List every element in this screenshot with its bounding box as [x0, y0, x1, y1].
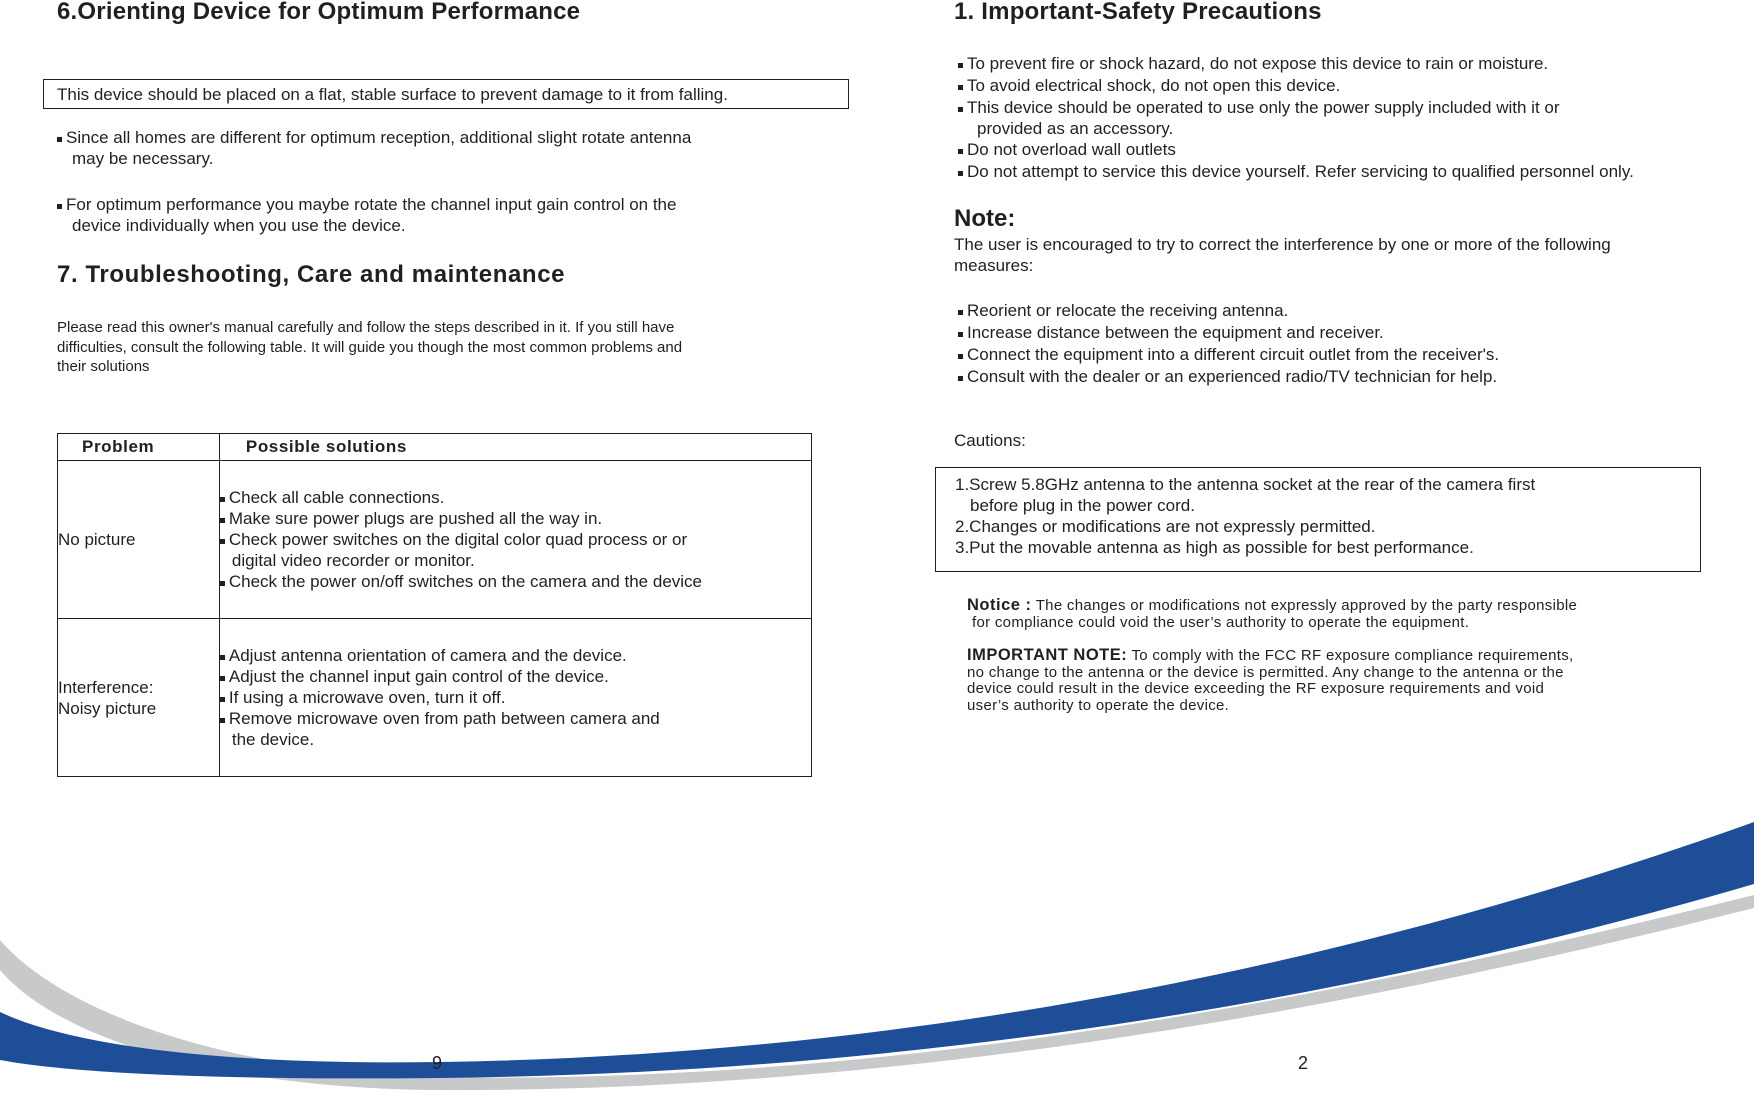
list-item: This device should be operated to use only the power supply included with it or provided as an accessory. — [958, 97, 1634, 139]
notice-label: Notice : — [967, 596, 1032, 614]
heading-orienting-device: 6.Orienting Device for Optimum Performance — [57, 0, 581, 25]
list-item: To prevent fire or shock hazard, do not expose this device to rain or moisture. — [958, 53, 1634, 75]
cautions-label: Cautions: — [954, 431, 1026, 450]
problem-cell: No picture — [58, 461, 220, 619]
page-number-right: 2 — [1298, 1053, 1309, 1073]
list-item: Increase distance between the equipment and receiver. — [958, 322, 1499, 344]
header-solutions: Possible solutions — [219, 434, 811, 461]
list-item: Reorient or relocate the receiving antenna. — [958, 300, 1499, 322]
header-problem: Problem — [58, 434, 220, 461]
note-text: The user is encouraged to try to correct the interference by one or more of the following measures: — [954, 235, 1611, 275]
orienting-bullet-2: For optimum performance you maybe rotate the channel input gain control on the device individually when you use the device. — [57, 194, 676, 236]
heading-safety-precautions: 1. Important-Safety Precautions — [954, 0, 1322, 25]
list-item: Do not overload wall outlets — [958, 139, 1634, 161]
list-item: Do not attempt to service this device yourself. Refer servicing to qualified personnel only. — [958, 161, 1634, 183]
placement-note-text: This device should be placed on a flat, stable surface to prevent damage to it from falling. — [57, 85, 728, 104]
notice-paragraph: Notice : The changes or modifications not expressly approved by the party responsible for compliance could void the user’s authority to operate the equipment. — [967, 596, 1578, 631]
orienting-bullet-1: Since all homes are different for optimum reception, additional slight rotate antenna may be necessary. — [57, 127, 691, 169]
list-item: Consult with the dealer or an experienced radio/TV technician for help. — [958, 366, 1499, 388]
important-note-paragraph: IMPORTANT NOTE: To comply with the FCC RF exposure compliance requirements, no change to the antenna or the device is permitted. Any change to the antenna or the device could result in the device exceeding the RF exposure requirements and void user’s authority to operate the device. — [967, 646, 1574, 714]
solutions-cell: Adjust antenna orientation of camera and the device. Adjust the channel input gain control of the device. If using a microwave oven, turn it off. Remove microwave oven from path between camera and the device. — [219, 619, 811, 777]
list-item: Connect the equipment into a different circuit outlet from the receiver's. — [958, 344, 1499, 366]
solutions-cell: Check all cable connections. Make sure power plugs are pushed all the way in. Check power switches on the digital color quad process or or digital video recorder or monitor. Check the power on/off switches on the camera and the device — [219, 461, 811, 619]
cautions-box: 1.Screw 5.8GHz antenna to the antenna socket at the rear of the camera first before plug in the power cord. 2.Changes or modifications are not expressly permitted. 3.Put the movable antenna as high as possible for best performance. — [935, 467, 1701, 572]
problem-cell: Interference: Noisy picture — [58, 619, 220, 777]
list-item: To avoid electrical shock, do not open this device. — [958, 75, 1634, 97]
important-note-label: IMPORTANT NOTE: — [967, 646, 1128, 664]
swoosh-blue-band — [0, 822, 1754, 1078]
note-title: Note: — [954, 205, 1016, 232]
troubleshooting-intro: Please read this owner's manual carefully and follow the steps described in it. If you still have difficulties, consult the following table. It will guide you though the most common problems and their solutions — [57, 319, 683, 375]
page-number-left: 9 — [432, 1053, 443, 1073]
heading-troubleshooting: 7. Troubleshooting, Care and maintenance — [57, 261, 566, 288]
